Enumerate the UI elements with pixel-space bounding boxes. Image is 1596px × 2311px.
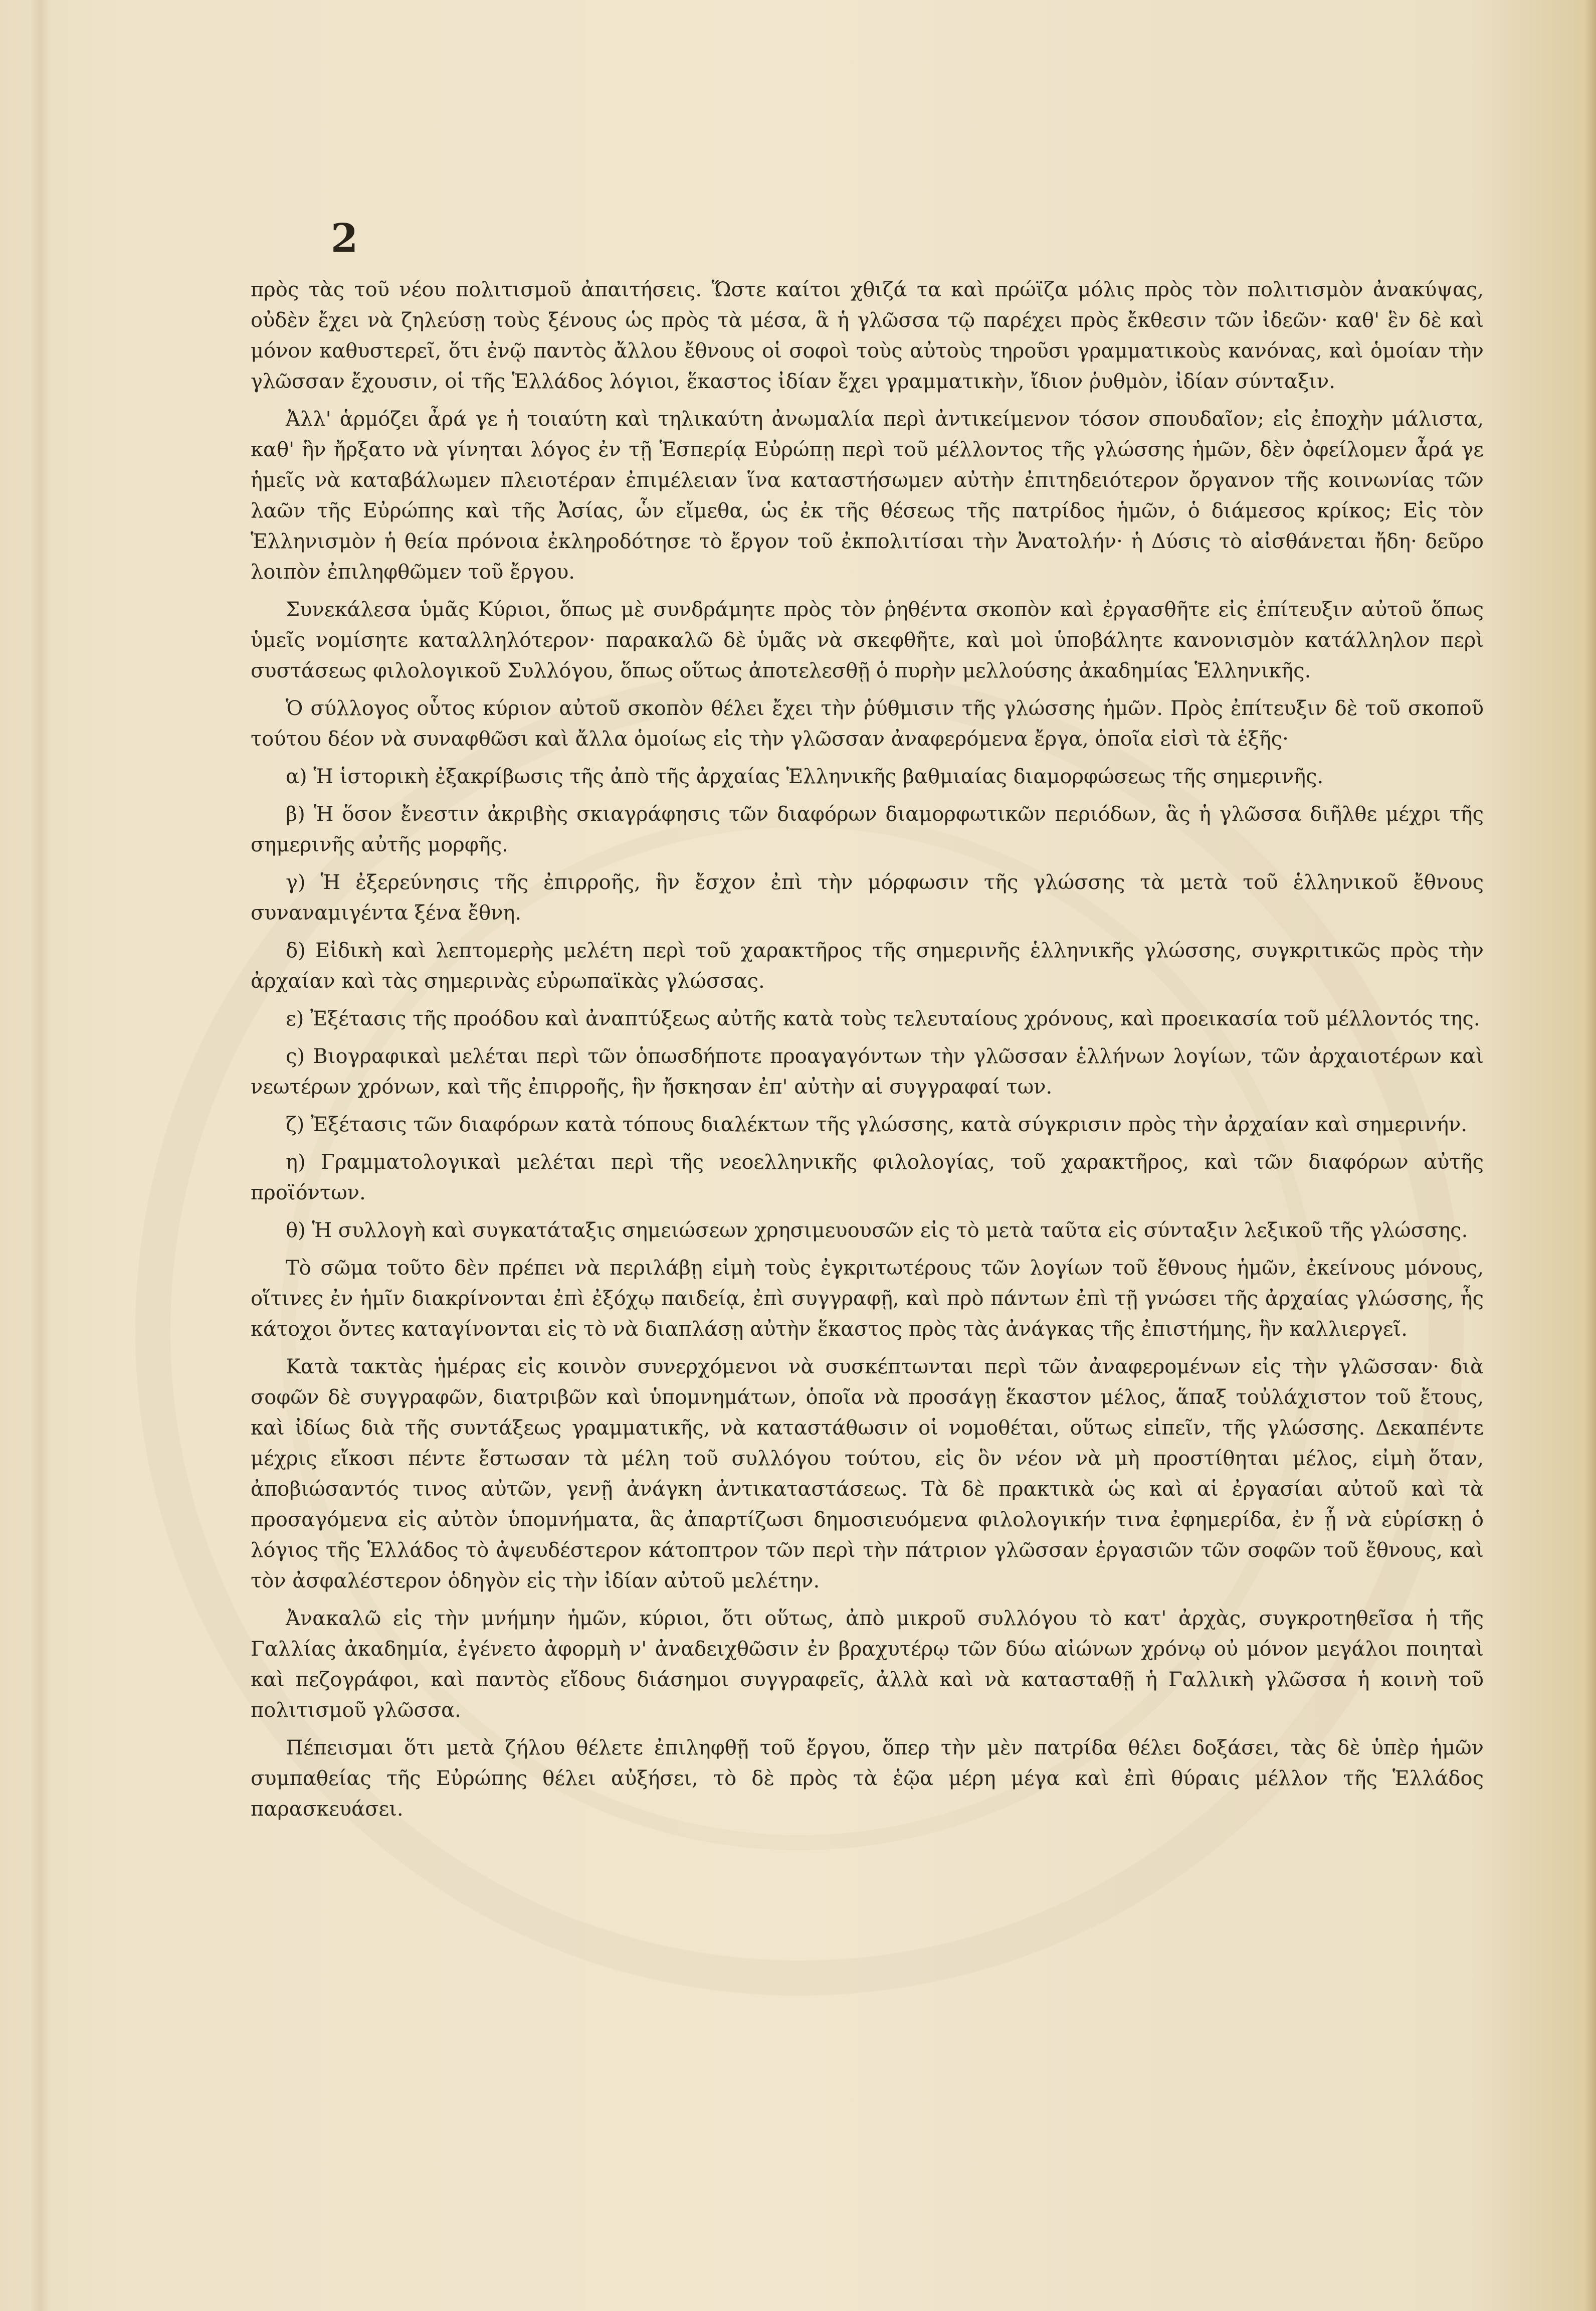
list-item: γ) Ἡ ἐξερεύνησις τῆς ἐπιρροῆς, ἣν ἔσχον ἐπὶ τὴν μόρφωσιν τῆς γλώσσης τὰ μετὰ τοῦ ἑλληνικοῦ ἔθνους συναναμιγέντα ξένα ἔθνη.	[251, 871, 1484, 925]
list-item: ς) Βιογραφικαὶ μελέται περὶ τῶν ὁπωσδήποτε προαγαγόντων τὴν γλῶσσαν ἑλλήνων λογίων, τῶν ἀρχαιοτέρων καὶ νεωτέρων χρόνων, καὶ τῆς ἐπιρροῆς, ἣν ἤσκησαν ἐπ' αὐτὴν αἱ συγγραφαί των.	[251, 1045, 1484, 1099]
page-number: 2	[331, 216, 358, 261]
paragraph: Ἀλλ' ἁρμόζει ἆρά γε ἡ τοιαύτη καὶ τηλικαύτη ἀνωμαλία περὶ ἀντικείμενον τόσον σπουδαῖον; εἰς ἐποχὴν μάλιστα, καθ' ἣν ἤρξατο νὰ γίνηται λόγος ἐν τῇ Ἑσπερίᾳ Εὐρώπῃ περὶ τοῦ μέλλοντος τῆς γλώσσης ἡμῶν, δὲν ὀφείλομεν ἆρά γε ἡμεῖς νὰ καταβάλωμεν πλειοτέραν ἐπιμέλειαν ἵνα καταστήσωμεν αὐτὴν ἐπιτηδειότερον ὄργανον τῆς κοινωνίας τῶν λαῶν τῆς Εὐρώπης καὶ τῆς Ἀσίας, ὧν εἴμεθα, ὡς ἐκ τῆς θέσεως τῆς πατρίδος ἡμῶν, ὁ διάμεσος κρίκος; Εἰς τὸν Ἑλληνισμὸν ἡ θεία πρόνοια ἐκληροδότησε τὸ ἔργον τοῦ ἐκπολιτίσαι τὴν Ἀνατολήν· ἡ Δύσις τὸ αἰσθάνεται ἤδη· δεῦρο λοιπὸν ἐπιληφθῶμεν τοῦ ἔργου.	[251, 408, 1484, 584]
paragraph: Ὁ σύλλογος οὗτος κύριον αὐτοῦ σκοπὸν θέλει ἔχει τὴν ῥύθμισιν τῆς γλώσσης ἡμῶν. Πρὸς ἐπίτευξιν δὲ τοῦ σκοποῦ τούτου δέον νὰ συναφθῶσι καὶ ἄλλα ὁμοίως εἰς τὴν γλῶσσαν ἀναφερόμενα ἔργα, ὁποῖα εἰσὶ τὰ ἑξῆς·	[251, 697, 1484, 751]
list-item: θ) Ἡ συλλογὴ καὶ συγκατάταξις σημειώσεων χρησιμευουσῶν εἰς τὸ μετὰ ταῦτα εἰς σύνταξιν λεξικοῦ τῆς γλώσσης.	[286, 1219, 1468, 1242]
list-item: ζ) Ἐξέτασις τῶν διαφόρων κατὰ τόπους διαλέκτων τῆς γλώσσης, κατὰ σύγκρισιν πρὸς τὴν ἀρχαίαν καὶ σημερινήν.	[286, 1113, 1468, 1136]
list-item: η) Γραμματολογικαὶ μελέται περὶ τῆς νεοελληνικῆς φιλολογίας, τοῦ χαρακτῆρος, καὶ τῶν διαφόρων αὐτῆς προϊόντων.	[251, 1151, 1484, 1204]
paragraph: Τὸ σῶμα τοῦτο δὲν πρέπει νὰ περιλάβῃ εἰμὴ τοὺς ἐγκριτωτέρους τῶν λογίων τοῦ ἔθνους ἡμῶν, ἐκείνους μόνους, οἵτινες ἐν ἡμῖν διακρίνονται ἐπὶ ἐξόχῳ παιδείᾳ, ἐπὶ συγγραφῇ, καὶ πρὸ πάντων ἐπὶ τῇ γνώσει τῆς ἀρχαίας γλώσσης, ἧς κάτοχοι ὄντες καταγίνονται εἰς τὸ νὰ διαπλάσῃ αὐτὴν ἕκαστος πρὸς τὰς ἀνάγκας τῆς ἐπιστήμης, ἣν καλλιεργεῖ.	[251, 1257, 1484, 1341]
document-body	[251, 275, 1484, 1832]
paragraph: Ἀνακαλῶ εἰς τὴν μνήμην ἡμῶν, κύριοι, ὅτι οὕτως, ἀπὸ μικροῦ συλλόγου τὸ κατ' ἀρχὰς, συγκροτηθεῖσα ἡ τῆς Γαλλίας ἀκαδημία, ἐγένετο ἀφορμὴ ν' ἀναδειχθῶσιν ἐν βραχυτέρῳ τῶν δύω αἰώνων χρόνῳ οὐ μόνον μεγάλοι ποιηταὶ καὶ πεζογράφοι, καὶ παντὸς εἴδους διάσημοι συγγραφεῖς, ἀλλὰ καὶ νὰ κατασταθῇ ἡ Γαλλικὴ γλῶσσα ἡ κοινὴ τοῦ πολιτισμοῦ γλῶσσα.	[251, 1607, 1484, 1722]
list-item: β) Ἡ ὅσον ἔνεστιν ἀκριβὴς σκιαγράφησις τῶν διαφόρων διαμορφωτικῶν περιόδων, ἃς ἡ γλῶσσα διῆλθε μέχρι τῆς σημερινῆς αὐτῆς μορφῆς.	[251, 803, 1484, 856]
list-item: ε) Ἐξέτασις τῆς προόδου καὶ ἀναπτύξεως αὐτῆς κατὰ τοὺς τελευταίους χρόνους, καὶ προεικασία τοῦ μέλλοντός της.	[286, 1007, 1480, 1030]
paragraph: Συνεκάλεσα ὑμᾶς Κύριοι, ὅπως μὲ συνδράμητε πρὸς τὸν ῥηθέντα σκοπὸν καὶ ἐργασθῆτε εἰς ἐπίτευξιν αὐτοῦ ὅπως ὑμεῖς νομίσητε καταλληλότερον· παρακαλῶ δὲ ὑμᾶς νὰ σκεφθῆτε, καὶ μοὶ ὑποβάλητε κανονισμὸν κατάλληλον περὶ συστάσεως φιλολογικοῦ Συλλόγου, ὅπως οὕτως ἀποτελεσθῇ ὁ πυρὴν μελλούσης ἀκαδημίας Ἑλληνικῆς.	[251, 598, 1484, 682]
list-item: δ) Εἰδικὴ καὶ λεπτομερὴς μελέτη περὶ τοῦ χαρακτῆρος τῆς σημερινῆς ἑλληνικῆς γλώσσης, συγκριτικῶς πρὸς τὴν ἀρχαίαν καὶ τὰς σημερινὰς εὐρωπαϊκὰς γλώσσας.	[251, 939, 1484, 993]
paragraph: Πέπεισμαι ὅτι μετὰ ζήλου θέλετε ἐπιληφθῇ τοῦ ἔργου, ὅπερ τὴν μὲν πατρίδα θέλει δοξάσει, τὰς δὲ ὑπὲρ ἡμῶν συμπαθείας τῆς Εὐρώπης θέλει αὐξήσει, τὸ δὲ πρὸς τὰ ἑῷα μέρη μέγα καὶ ἐπὶ θύραις μέλλον τῆς Ἑλλάδος παρασκευάσει.	[251, 1736, 1484, 1821]
paragraph: Κατὰ τακτὰς ἡμέρας εἰς κοινὸν συνερχόμενοι νὰ συσκέπτωνται περὶ τῶν ἀναφερομένων εἰς τὴν γλῶσσαν· διὰ σοφῶν δὲ συγγραφῶν, διατριβῶν καὶ ὑπομνημάτων, ὁποῖα νὰ προσάγῃ ἕκαστον μέλος, ἅπαξ τοὐλάχιστον τοῦ ἔτους, καὶ ἰδίως διὰ τῆς συντάξεως γραμματικῆς, νὰ καταστάθωσιν οἱ νομοθέται, οὕτως εἰπεῖν, τῆς γλώσσης. Δεκαπέντε μέχρις εἴκοσι πέντε ἔστωσαν τὰ μέλη τοῦ συλλόγου τούτου, εἰς ὃν νέον νὰ μὴ προστίθηται μέλος, εἰμὴ ὅταν, ἀποβιώσαντός τινος αὐτῶν, γενῇ ἀνάγκη ἀντικαταστάσεως. Τὰ δὲ πρακτικὰ ὡς καὶ αἱ ἐργασίαι αὐτοῦ καὶ τὰ προσαγόμενα εἰς αὐτὸν ὑπομνήματα, ἃς ἀπαρτίζωσι δημοσιευόμενα φιλολογικήν τινα ἐφημερίδα, ἐν ᾗ νὰ εὑρίσκῃ ὁ λόγιος τῆς Ἑλλάδος τὸ ἀψευδέστερον κάτοπτρον τῶν περὶ τὴν πάτριον γλῶσσαν ἐργασιῶν τῶν σοφῶν τοῦ ἔθνους, καὶ τὸν ἀσφαλέστερον ὁδηγὸν εἰς τὴν ἰδίαν αὐτοῦ μελέτην.	[251, 1355, 1484, 1592]
paper-stain	[30, 0, 50, 2311]
paragraph: πρὸς τὰς τοῦ νέου πολιτισμοῦ ἀπαιτήσεις. Ὥστε καίτοι χθιζά τα καὶ πρώϊζα μόλις πρὸς τὸν πολιτισμὸν ἀνακύψας, οὐδὲν ἔχει νὰ ζηλεύσῃ τοὺς ξένους ὡς πρὸς τὰ μέσα, ἃ ἡ γλῶσσα τῷ παρέχει πρὸς ἔκθεσιν τῶν ἰδεῶν· καθ' ἓν δὲ καὶ μόνον καθυστερεῖ, ὅτι ἐνῷ παντὸς ἄλλου ἔθνους οἱ σοφοὶ τοὺς αὐτοὺς τηροῦσι γραμματικοὺς κανόνας, καὶ ὁμοίαν τὴν γλῶσσαν ἔχουσιν, οἱ τῆς Ἑλλάδος λόγιοι, ἕκαστος ἰδίαν ἔχει γραμματικὴν, ἴδιον ῥυθμὸν, ἰδίαν σύνταξιν.	[251, 278, 1484, 393]
list-item: α) Ἡ ἱστορικὴ ἐξακρίβωσις τῆς ἀπὸ τῆς ἀρχαίας Ἑλληνικῆς βαθμιαίας διαμορφώσεως τῆς σημερινῆς.	[286, 765, 1324, 788]
